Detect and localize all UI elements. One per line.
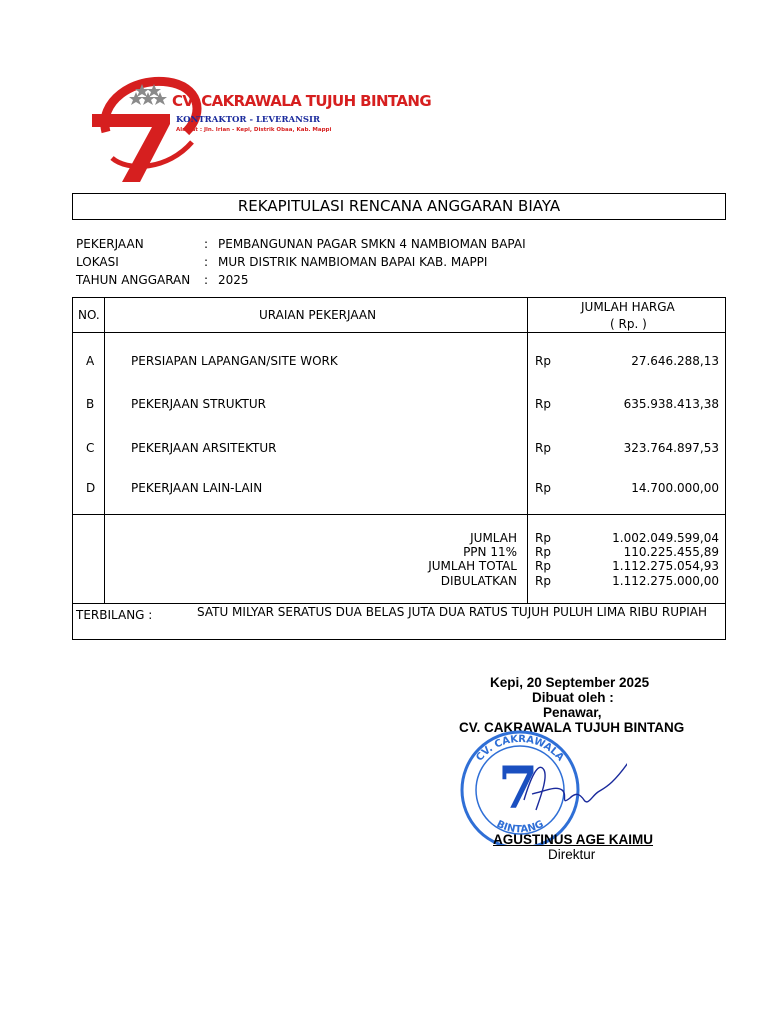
summary-amount: 1.002.049.599,04	[612, 531, 719, 545]
header-no: NO.	[78, 308, 100, 322]
row-amount: 14.700.000,00	[631, 481, 719, 495]
info-value-tahun: 2025	[218, 273, 249, 287]
row-no: D	[86, 481, 96, 495]
document-title: REKAPITULASI RENCANA ANGGARAN BIAYA	[72, 193, 726, 220]
stamp-top-text: CV. CAKRAWALA	[474, 733, 566, 764]
info-colon: :	[204, 255, 209, 269]
row-uraian: PEKERJAAN ARSITEKTUR	[131, 441, 277, 455]
info-label-pekerjaan: PEKERJAAN	[76, 237, 144, 251]
place-date: Kepi, 20 September 2025	[490, 675, 650, 690]
signer-company: CV. CAKRAWALA TUJUH BINTANG	[459, 720, 685, 735]
row-no: C	[86, 441, 95, 455]
row-currency: Rp	[535, 397, 551, 411]
made-by: Dibuat oleh :	[532, 690, 614, 705]
summary-label: JUMLAH	[470, 531, 517, 545]
info-colon: :	[204, 273, 209, 287]
table-divider	[104, 298, 105, 603]
summary-label: PPN 11%	[463, 545, 517, 559]
info-value-pekerjaan: PEMBANGUNAN PAGAR SMKN 4 NAMBIOMAN BAPAI	[218, 237, 526, 251]
signer-role: Penawar,	[543, 705, 602, 720]
row-currency: Rp	[535, 441, 551, 455]
terbilang-value: SATU MILYAR SERATUS DUA BELAS JUTA DUA RATUS TUJUH PULUH LIMA RIBU RUPIAH	[197, 605, 708, 619]
table-divider	[527, 298, 528, 603]
table-divider	[73, 332, 725, 333]
terbilang-label: TERBILANG :	[76, 608, 153, 622]
summary-currency: Rp	[535, 559, 551, 573]
row-amount: 635.938.413,38	[623, 397, 719, 411]
info-value-lokasi: MUR DISTRIK NAMBIOMAN BAPAI KAB. MAPPI	[218, 255, 488, 269]
row-amount: 323.764.897,53	[623, 441, 719, 455]
summary-amount: 1.112.275.000,00	[612, 574, 719, 588]
summary-currency: Rp	[535, 545, 551, 559]
stamp-bottom-text: BINTANG	[494, 818, 546, 836]
row-currency: Rp	[535, 481, 551, 495]
info-label-lokasi: LOKASI	[76, 255, 119, 269]
summary-label: DIBULATKAN	[440, 574, 517, 588]
summary-amount: 110.225.455,89	[623, 545, 719, 559]
row-no: B	[86, 397, 95, 411]
row-amount: 27.646.288,13	[631, 354, 719, 368]
signer-name: AGUSTINUS AGE KAIMU	[493, 832, 654, 847]
row-currency: Rp	[535, 354, 551, 368]
info-label-tahun: TAHUN ANGGARAN	[76, 273, 191, 287]
summary-amount: 1.112.275.054,93	[612, 559, 719, 573]
signer-position: Direktur	[548, 847, 596, 862]
rab-table	[72, 297, 726, 640]
info-colon: :	[204, 237, 209, 251]
row-uraian: PERSIAPAN LAPANGAN/SITE WORK	[131, 354, 338, 368]
table-divider	[73, 603, 725, 604]
logo-address: Alamat : Jln. Irian - Kepi, Distrik Obaa, Kab. Mappi	[176, 127, 332, 133]
header-jumlah: JUMLAH HARGA	[581, 300, 675, 314]
row-no: A	[86, 354, 95, 368]
header-jumlah-unit: ( Rp. )	[610, 317, 647, 331]
header-uraian: URAIAN PEKERJAAN	[259, 308, 377, 322]
summary-currency: Rp	[535, 574, 551, 588]
company-logo	[88, 72, 432, 182]
summary-currency: Rp	[535, 531, 551, 545]
logo-company-name: CV. CAKRAWALA TUJUH BINTANG	[172, 92, 432, 110]
company-stamp-icon	[452, 720, 627, 845]
stamp-number: 7	[497, 754, 539, 822]
row-uraian: PEKERJAAN LAIN-LAIN	[131, 481, 263, 495]
summary-label: JUMLAH TOTAL	[428, 559, 517, 573]
table-divider	[73, 514, 725, 515]
logo-tagline: KONTRAKTOR - LEVERANSIR	[176, 115, 321, 125]
row-uraian: PEKERJAAN STRUKTUR	[131, 397, 266, 411]
